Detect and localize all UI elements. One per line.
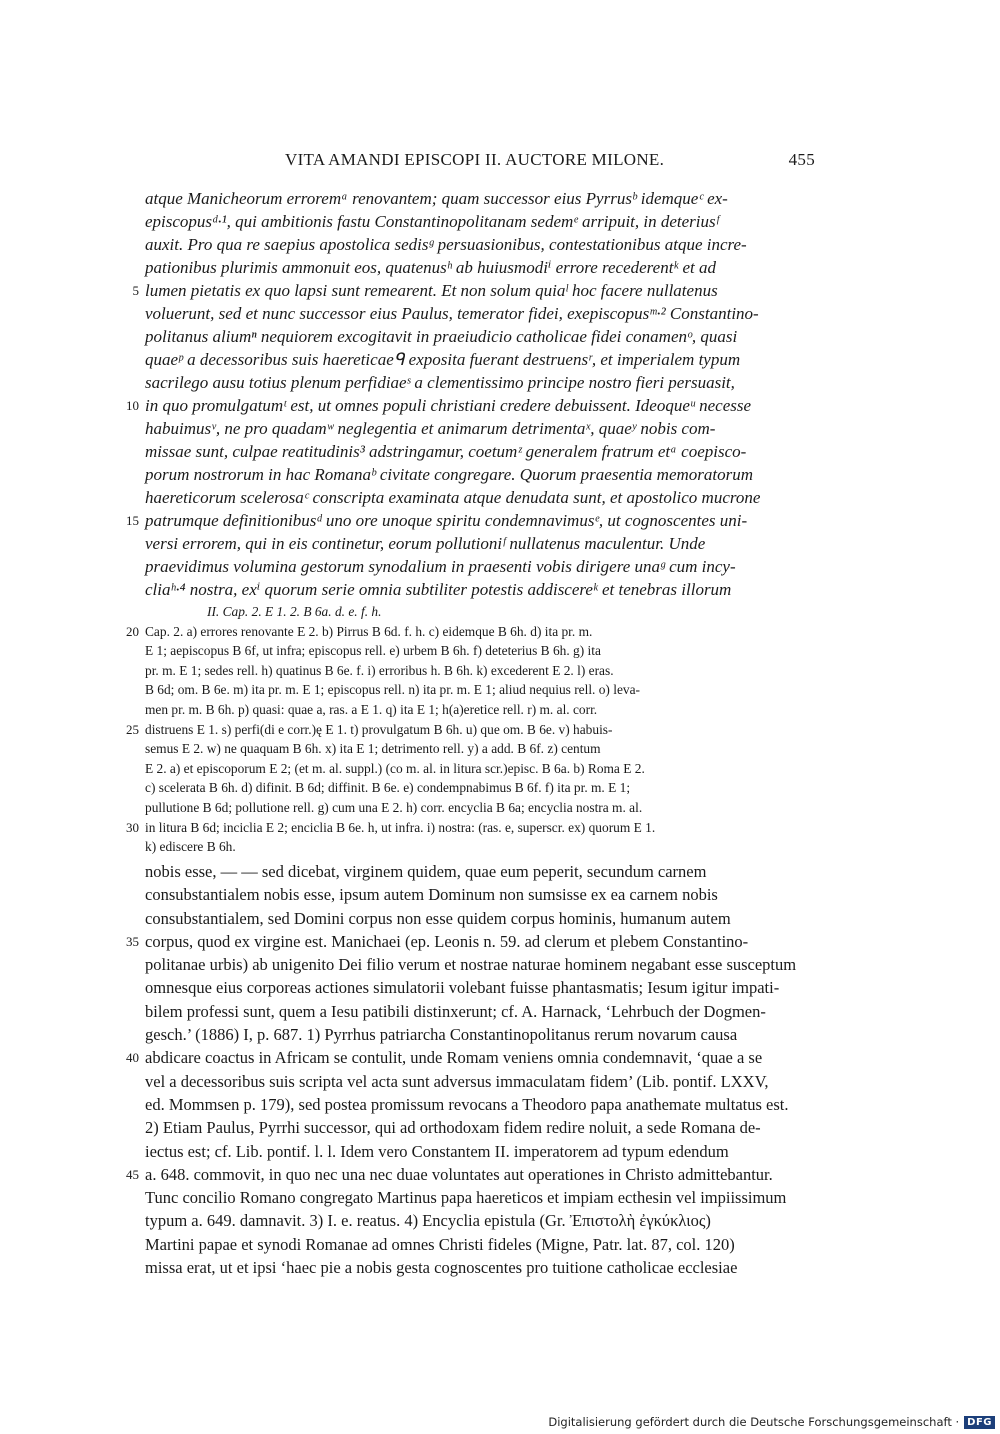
commentary-line-text: iectus est; cf. Lib. pontif. l. l. Idem vero Constantem II. imperatorem ad typum edendum [145,1141,729,1161]
commentary-line [126,930,817,953]
main-text-line-text: quaeᵖ a decessoribus suis haereticaeᑫ exposita fuerant destruensʳ, et imperialem typum [145,350,741,369]
main-text-line-text: missae sunt, culpae reatitudinis³ adstringamur, coetumᶻ generalem fratrum etᵃ coepisco- [145,442,747,461]
footer-credit [548,1415,995,1429]
commentary-notes [126,860,817,1279]
main-text-line-text: praevidimus volumina gestorum synodalium in praesenti vobis dirigere unaᵍ cum incy- [145,557,736,576]
commentary-line [145,1209,817,1232]
commentary-line-text: consubstantialem, sed Domini corpus non esse quidem corpus hominis, humanum autem [145,908,731,928]
apparatus-line [145,700,817,720]
line-number: 20 [126,623,139,639]
main-text-line-text: voluerunt, sed et nunc successor eius Paulus, temerator fidei, exepiscopusᵐ·² Constantino- [145,304,759,323]
main-text-line [145,463,817,486]
main-text-line-text: cliaʰ·⁴ nostra, exⁱ quorum serie omnia subtiliter potestis addiscereᵏ et tenebras illorum [145,580,732,599]
apparatus-line [145,680,817,700]
apparatus-line [126,720,817,740]
main-text-line-text: patrumque definitionibusᵈ uno ore unoque spiritu condemnavimusᵉ, ut cognoscentes uni- [145,511,748,530]
apparatus-line [145,661,817,681]
main-text-line [126,394,817,417]
apparatus-line-text: B 6d; om. B 6e. m) ita pr. m. E 1; episcopus rell. n) ita pr. m. E 1; aliud nequius rell. o) leva- [145,682,640,698]
commentary-line [126,1046,817,1069]
commentary-line-text: ed. Mommsen p. 179), sed postea promissum revocans a Theodoro papa anathemate multatus est. [145,1094,789,1114]
main-text-line-text: habuimusᵛ, ne pro quadamʷ neglegentia et animarum detrimentaˣ, quaeʸ nobis com- [145,419,716,438]
commentary-line [145,953,817,976]
commentary-line [145,1000,817,1023]
commentary-line [145,1256,817,1279]
main-text-line [145,348,817,371]
apparatus-line-text: pullutione B 6d; pollutione rell. g) cum una E 2. h) corr. encyclia B 6a; encyclia nostra m. al. [145,799,643,815]
main-text-line-text: haereticorum scelerosaᶜ conscripta examinata atque denudata sunt, et apostolico mucrone [145,488,761,507]
apparatus-line [145,837,817,857]
apparatus-line [145,798,817,818]
line-number: 45 [126,1166,139,1182]
commentary-line [145,1140,817,1163]
main-text-line [145,256,817,279]
commentary-line-text: typum a. 649. damnavit. 3) I. e. reatus. 4) Encyclia epistula (Gr. Ἐπιστολὴ ἐγκύκλιος) [145,1211,711,1231]
apparatus-line-text: c) scelerata B 6h. d) difinit. B 6d; diffinit. B 6e. e) condempnabimus B 6f. f) ita pr. m. E 1; [145,780,631,796]
main-text-line-text: lumen pietatis ex quo lapsi sunt remearent. Et non solum quiaˡ hoc facere nullatenus [145,281,718,300]
commentary-line-text: abdicare coactus in Africam se contulit, unde Romam veniens omnia condemnavit, ‘quae a se [145,1048,763,1068]
commentary-line-text: Tunc concilio Romano congregato Martinus papa haereticos et impiam ecthesin vel impiissimum [145,1188,787,1208]
main-text-line-text: politanus aliumⁿ nequiorem excogitavit in praeiudicio catholicae fidei conamenᵒ, quasi [145,327,738,346]
main-text-line-text: pationibus plurimis ammonuit eos, quatenusʰ ab huiusmodiⁱ errore recederentᵏ et ad [145,258,716,277]
commentary-line-text: corpus, quod ex virgine est. Manichaei (ep. Leonis n. 59. ad clerum et plebem Constantino- [145,931,749,951]
main-text-line-text: porum nostrorum in hac Romanaᵇ civitate congregare. Quorum praesentia memoratorum [145,465,754,484]
running-header [285,150,815,170]
main-text-line [145,210,817,233]
apparatus-line-text: men pr. m. B 6h. p) quasi: quae a, ras. a E 1. q) ita E 1; h(a)eretice rell. r) m. al. corr. [145,701,598,717]
commentary-line [145,907,817,930]
main-text-line [145,371,817,394]
commentary-line [145,1233,817,1256]
line-number: 10 [126,398,139,413]
apparatus-line-text: in litura B 6d; inciclia E 2; enciclia B 6e. h, ut infra. i) nostra: (ras. e, superscr. ex) quorum E 1. [145,819,656,835]
main-text-line-text: atque Manicheorum erroremᵃ renovantem; quam successor eius Pyrrusᵇ idemqueᶜ ex- [145,189,728,208]
main-text-line [126,509,817,532]
commentary-line-text: omnesque eius corporeas actiones simulatorii volebant fuisse phantasmatis; Iesum igitur impati- [145,978,780,998]
page-number: 455 [788,150,815,169]
main-text-line-text: versi errorem, qui in eis continetur, eorum pollutioniᶠ nullatenus maculentur. Unde [145,534,706,553]
commentary-line-text: missa erat, ut et ipsi ‘haec pie a nobis gesta cognoscentes pro tuitione catholicae ecclesiae [145,1258,738,1278]
main-text-line [145,578,817,601]
apparatus-line [126,818,817,838]
main-text-line [145,555,817,578]
commentary-line [145,1023,817,1046]
apparatus-line-text: E 2. a) et episcoporum E 2; (et m. al. suppl.) (co m. al. in litura scr.)episc. B 6a. b) Roma E 2. [145,760,645,776]
main-text-line-text: auxit. Pro qua re saepius apostolica sedisᵍ persuasionibus, contestationibus atque incre- [145,235,747,254]
main-text-line [132,279,817,302]
critical-apparatus [126,602,817,857]
commentary-line [145,860,817,883]
line-number: 35 [126,933,139,949]
commentary-line [145,1186,817,1209]
main-text-line [145,187,817,210]
apparatus-line [145,739,817,759]
commentary-line-text: 2) Etiam Paulus, Pyrrhi successor, qui ad orthodoxam fidem redire noluit, a sede Romana de- [145,1118,761,1138]
main-text-line [145,440,817,463]
running-title: VITA AMANDI EPISCOPI II. AUCTORE MILONE. [285,150,665,169]
commentary-line-text: nobis esse, — — sed dicebat, virginem quidem, quae eum peperit, secundum carnem [145,862,707,881]
commentary-line-text: vel a decessoribus suis scripta vel acta sunt adversus immaculatam fidem’ (Lib. pontif. LXXV, [145,1071,769,1091]
commentary-line-text: bilem professi sunt, quem a Iesu patibili distinxerunt; cf. A. Harnack, ‘Lehrbuch der Dogmen- [145,1001,766,1021]
line-number: 5 [132,283,139,298]
main-text-line [145,417,817,440]
main-text-block [126,187,817,601]
commentary-line-text: consubstantialem nobis esse, ipsum autem Dominum non sumsisse ex ea carnem nobis [145,885,718,905]
apparatus-line [126,622,817,642]
main-text-line-text: episcopusᵈ·¹, qui ambitionis fastu Constantinopolitanam sedemᵉ arripuit, in deteriusᶠ [145,212,719,231]
main-text-line-text: in quo promulgatumᵗ est, ut omnes populi christiani credere debuissent. Ideoqueᵘ necesse [145,396,752,415]
apparatus-line-text: distruens E 1. s) perfi(di e corr.)ę E 1. t) provulgatum B 6h. u) que om. B 6e. v) habuis- [145,721,613,737]
apparatus-line [145,759,817,779]
apparatus-line-text: E 1; aepiscopus B 6f, ut infra; episcopus rell. e) urbem B 6h. f) deteterius B 6h. g) ita [145,643,601,659]
commentary-line [145,976,817,999]
line-number: 25 [126,721,139,737]
commentary-line-text: politanae urbis) ab unigenito Dei filio verum et nostrae naturae hominem negabant esse susceptum [145,955,797,975]
dfg-logo: DFG [964,1416,995,1429]
main-text-line [145,233,817,256]
commentary-line [145,1070,817,1093]
line-number: 30 [126,819,139,835]
main-text-line [145,302,817,325]
apparatus-heading: II. Cap. 2. E 1. 2. B 6a. d. e. f. h. [207,604,382,619]
main-text-line [145,486,817,509]
commentary-line-text: a. 648. commovit, in quo nec una nec duae voluntates aut operationes in Christo admittebantur. [145,1164,773,1184]
apparatus-line-text: k) ediscere B 6h. [145,839,236,855]
commentary-line [126,1163,817,1186]
line-number: 40 [126,1050,139,1066]
line-number: 15 [126,513,139,528]
main-text-line [145,532,817,555]
apparatus-line-text: semus E 2. w) ne quaquam B 6h. x) ita E 1; detrimento rell. y) a add. B 6f. z) centum [145,741,601,757]
commentary-line [145,1116,817,1139]
apparatus-line [145,778,817,798]
commentary-line-text: gesch.’ (1886) I, p. 687. 1) Pyrrhus patriarcha Constantinopolitanus rerum novarum causa [145,1025,738,1045]
commentary-line [145,1093,817,1116]
footer-credit-text: Digitalisierung gefördert durch die Deutsche Forschungsgemeinschaft · [548,1415,960,1429]
apparatus-line-text: pr. m. E 1; sedes rell. h) quatinus B 6e. f. i) erroribus h. B 6h. k) excederent E 2. l) eras. [145,662,614,678]
commentary-line-text: Martini papae et synodi Romanae ad omnes Christi fideles (Migne, Patr. lat. 87, col. 120) [145,1234,735,1254]
commentary-line [145,883,817,906]
main-text-line [145,325,817,348]
main-text-line-text: sacrilego ausu totius plenum perfidiaeˢ a clementissimo principe nostro fieri persuasit, [145,373,735,392]
apparatus-line-text: Cap. 2. a) errores renovante E 2. b) Pirrus B 6d. f. h. c) eidemque B 6h. d) ita pr. m. [145,623,593,639]
apparatus-line [145,641,817,661]
